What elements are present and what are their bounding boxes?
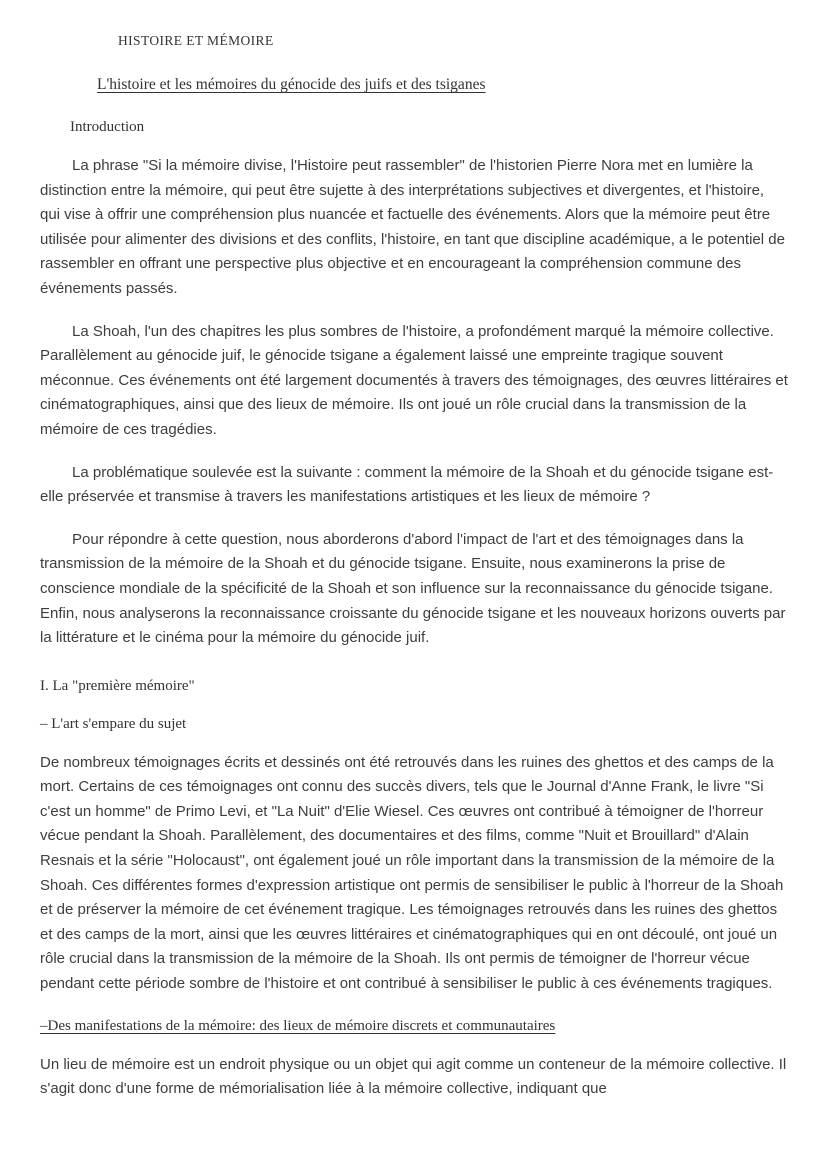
intro-paragraph-1: La phrase "Si la mémoire divise, l'Histoire peut rassembler" de l'historien Pierre Nora met en lumière la distinction entre la mémoire, qui peut être sujette à des interprétations subjectives et divergentes, et l'histoire, qui vise à offrir une compréhension plus nuancée et factuelle des événements. Alors que la mémoire peut être utilisée pour alimenter des divisions et des conflits, l'histoire, en tant que discipline académique, a le potentiel de rassembler en offrant une perspective plus objective et en encourageant la compréhension commune des événements passés. xyxy=(40,157,785,297)
intro-paragraph-2: La Shoah, l'un des chapitres les plus sombres de l'histoire, a profondément marqué la mémoire collective. Parallèlement au génocide juif, le génocide tsigane a également laissé une empreinte tragique souvent méconnue. Ces événements ont été largement documentés à travers des témoignages, des œuvres littéraires et cinématographiques, ainsi que des lieux de mémoire. Ils ont joué un rôle crucial dans la transmission de la mémoire de ces tragédies. xyxy=(40,322,788,438)
section-1-subheading-art: – L'art s'empare du sujet xyxy=(40,715,187,732)
section-1-paragraph-art: De nombreux témoignages écrits et dessinés ont été retrouvés dans les ruines des ghettos et des camps de la mort. Certains de ces témoignages ont connu des succès divers, tels que le Journal d'Anne Frank, le livre "Si c'est un homme" de Primo Levi, et "La Nuit" d'Elie Wiesel. Ces œuvres ont contribué à témoigner de l'horreur vécue pendant la Shoah. Parallèlement, des documentaires et des films, comme "Nuit et Brouillard" d'Alain Resnais et la série "Holocaust", ont également joué un rôle important dans la transmission de la mémoire de la Shoah. Ces différentes formes d'expression artistique ont permis de sensibiliser le public à l'horreur de la Shoah et de préserver la mémoire de cet événement tragique. Les témoignages retrouvés dans les ruines des ghettos et des camps de la mort, ainsi que les œuvres littéraires et cinématographiques qui en ont découlé, ont joué un rôle crucial dans la transmission de la mémoire de la Shoah. Ils ont permis de témoigner de l'horreur vécue pendant cette période sombre de l'histoire et ont contribué à sensibiliser le public à ces événements tragiques. xyxy=(40,753,784,993)
section-1-paragraph-lieux: Un lieu de mémoire est un endroit physique ou un objet qui agit comme un conteneur de la mémoire collective. Il s'agit donc d'une forme de mémorialisation liée à la mémoire collective, indiquant que xyxy=(40,1055,787,1098)
section-1-heading: I. La "première mémoire" xyxy=(40,677,195,694)
section-1-subheading-lieux: –Des manifestations de la mémoire: des lieux de mémoire discrets et communautaires xyxy=(40,1017,556,1034)
document-title: L'histoire et les mémoires du génocide des juifs et des tsiganes xyxy=(97,76,486,93)
intro-paragraph-3: La problématique soulevée est la suivante : comment la mémoire de la Shoah et du génocide tsigane est-elle préservée et transmise à travers les manifestations artistiques et les lieux de mémoire ? xyxy=(40,463,774,506)
document-kicker: HISTOIRE ET MÉMOIRE xyxy=(118,33,274,48)
introduction-heading: Introduction xyxy=(70,119,145,135)
intro-paragraph-4: Pour répondre à cette question, nous aborderons d'abord l'impact de l'art et des témoignages dans la transmission de la mémoire de la Shoah et du génocide tsigane. Ensuite, nous examinerons la prise de conscience mondiale de la spécificité de la Shoah et son influence sur la reconnaissance du génocide tsigane. Enfin, nous analyserons la reconnaissance croissante du génocide tsigane et les nouveaux horizons ouverts par la littérature et le cinéma pour la mémoire du génocide juif. xyxy=(40,530,786,647)
